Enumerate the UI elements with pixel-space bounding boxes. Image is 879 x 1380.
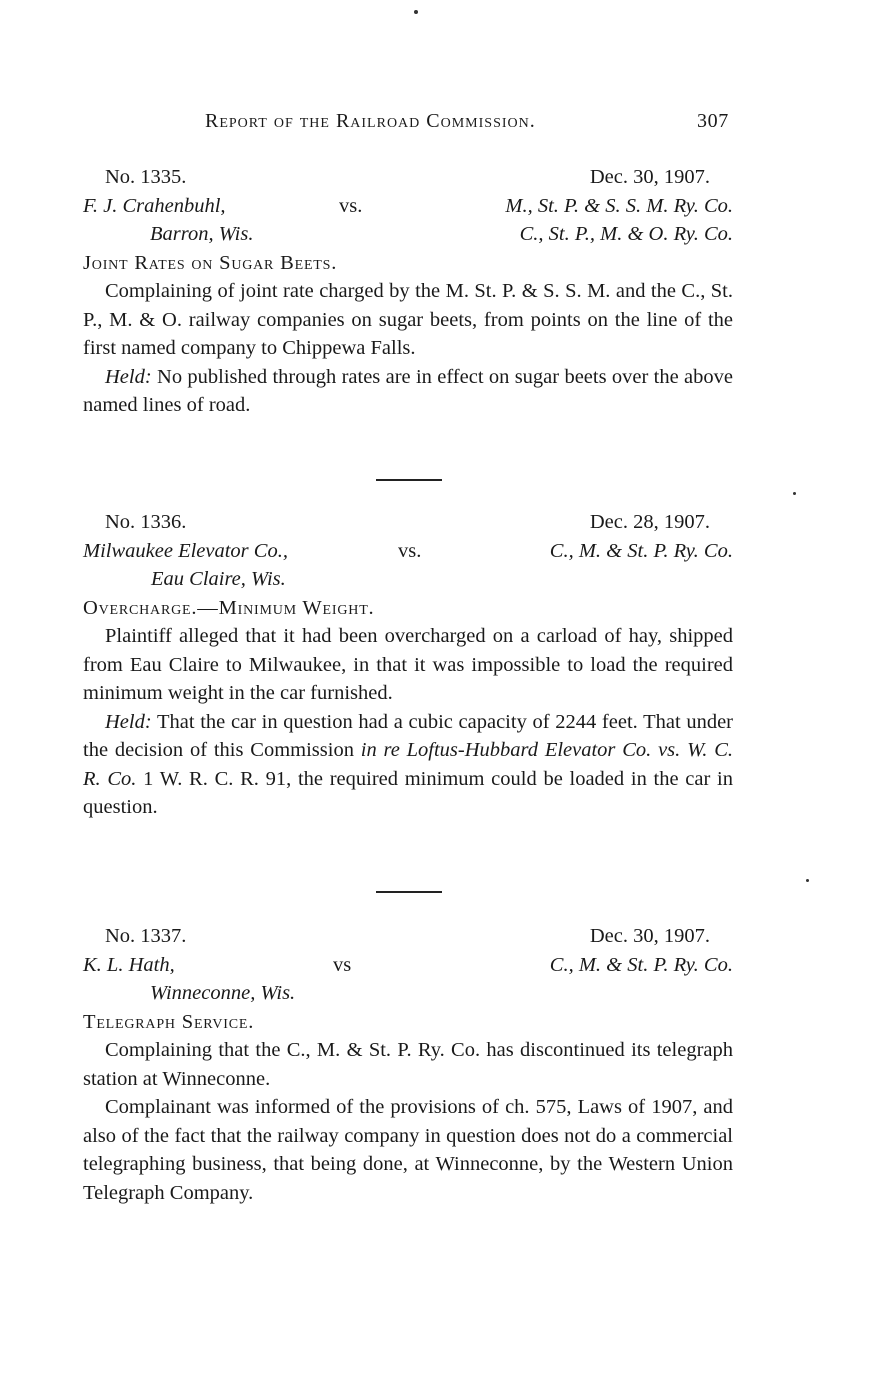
section-divider [376,479,442,481]
case-body: Complaining of joint rate charged by the M. St. P. & S. S. M. and the C., St. P., M. & O. railway companies on sugar beets, from points on the line of the first named company to Chippewa Falls. [83,280,733,359]
case-holding [83,363,733,420]
held-citation: in re Loftus-Hubbard Elevator Co. vs. W. C. R. Co. [83,739,734,790]
held-label: Held: [105,365,152,388]
plaintiff: F. J. Crahenbuhl, [83,194,226,217]
running-head [0,110,879,140]
case-1335 [83,163,733,420]
scan-speck [793,492,796,495]
scan-speck [414,10,418,14]
case-1336 [83,508,733,822]
case-subject: Joint Rates on Sugar Beets. [83,251,338,274]
versus: vs. [339,194,363,217]
defendant-2: C., St. P., M. & O. Ry. Co. [519,223,733,245]
held-label: Held: [105,710,152,733]
scan-speck [806,879,809,882]
case-number: No. 1337. [105,925,187,947]
case-subject: Overcharge.—Minimum Weight. [83,596,375,619]
case-date: Dec. 28, 1907. [589,511,710,533]
plaintiff-location: Eau Claire, Wis. [151,568,286,590]
case-date: Dec. 30, 1907. [589,166,710,188]
plaintiff: Milwaukee Elevator Co., [83,539,288,562]
page-number: 307 [697,110,729,132]
defendant: C., M. & St. P. Ry. Co. [549,953,733,976]
defendant: M., St. P. & S. S. M. Ry. Co. [505,194,733,217]
case-body: Complaining that the C., M. & St. P. Ry. Co. has discontinued its telegraph station at Winneconne. [83,1039,733,1090]
case-subject: Telegraph Service. [83,1010,255,1033]
case-body-2: Complainant was informed of the provisions of ch. 575, Laws of 1907, and also of the fact that the railway company in question does not do a commercial telegraphing business, that being done, at Winneconne, by the Western Union Telegraph Company. [83,1096,733,1204]
case-1337 [83,922,733,1207]
case-holding [83,708,733,822]
held-text-1: That the car in question had a cubic capacity of 2244 feet. That under the decision of this Commission [83,710,733,761]
versus: vs. [398,539,422,562]
case-date: Dec. 30, 1907. [589,925,710,947]
case-number: No. 1336. [105,511,187,533]
held-text: No published through rates are in effect on sugar beets over the above named lines of road. [83,365,733,416]
plaintiff: K. L. Hath, [83,953,175,976]
case-number: No. 1335. [105,166,187,188]
running-head-title: Report of the Railroad Commission. [205,110,536,132]
section-divider [376,891,442,893]
held-text-2: 1 W. R. C. R. 91, the required minimum could be loaded in the car in question. [83,767,733,818]
case-body: Plaintiff alleged that it had been overcharged on a carload of hay, shipped from Eau Claire to Milwaukee, in that it was impossible to load the required minimum weight in the car furnished. [83,625,733,704]
versus: vs [333,953,352,976]
defendant: C., M. & St. P. Ry. Co. [549,539,733,562]
plaintiff-location: Winneconne, Wis. [150,982,296,1004]
plaintiff-location: Barron, Wis. [150,223,254,245]
